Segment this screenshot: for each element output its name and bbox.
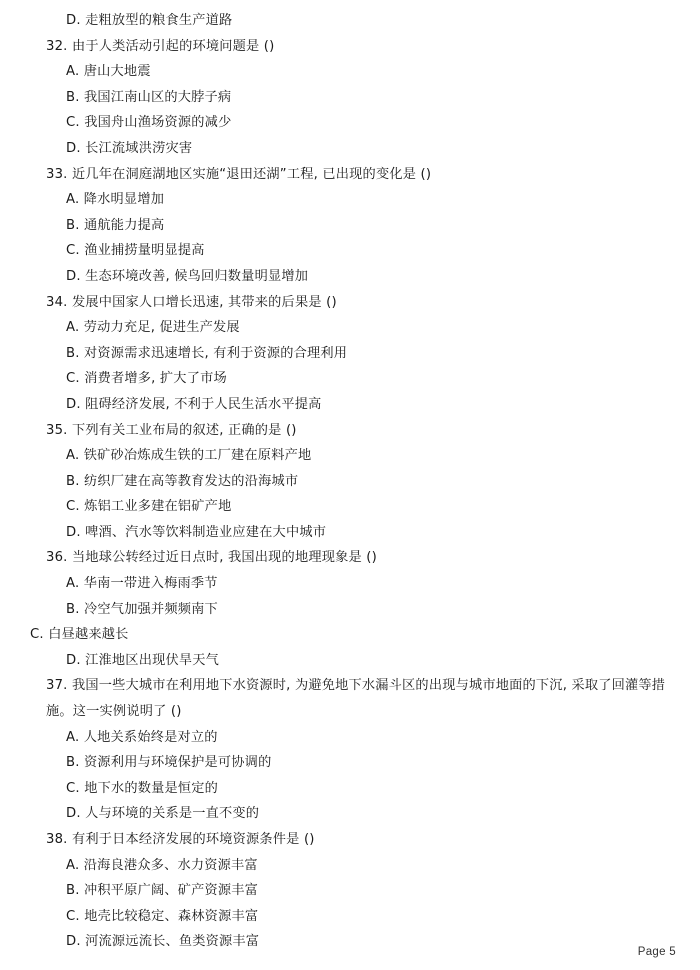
option-line: B. 冲积平原广阔、矿产资源丰富 bbox=[66, 883, 259, 899]
option-line: C. 白昼越来越长 bbox=[30, 627, 129, 643]
question-line: 32. 由于人类活动引起的环境问题是 () bbox=[46, 38, 275, 54]
option-line: D. 河流源远流长、鱼类资源丰富 bbox=[66, 934, 260, 950]
option-line: C. 地下水的数量是恒定的 bbox=[66, 780, 219, 796]
option-line: A. 华南一带进入梅雨季节 bbox=[66, 576, 218, 592]
option-line: D. 阻碍经济发展, 不利于人民生活水平提高 bbox=[66, 396, 322, 412]
option-line: A. 沿海良港众多、水力资源丰富 bbox=[66, 857, 258, 873]
option-line: A. 唐山大地震 bbox=[66, 64, 151, 80]
option-line: B. 对资源需求迅速增长, 有利于资源的合理利用 bbox=[66, 345, 348, 361]
question-continuation-line: 施。这一实例说明了 () bbox=[46, 704, 182, 720]
option-line: C. 炼铝工业多建在铝矿产地 bbox=[66, 499, 232, 515]
option-line: A. 劳动力充足, 促进生产发展 bbox=[66, 320, 240, 336]
option-line: B. 资源利用与环境保护是可协调的 bbox=[66, 755, 272, 771]
question-list bbox=[30, 8, 670, 955]
option-line: D. 长江流域洪涝灾害 bbox=[66, 140, 193, 156]
option-line: D. 人与环境的关系是一直不变的 bbox=[66, 806, 260, 822]
option-line: C. 我国舟山渔场资源的减少 bbox=[66, 115, 232, 131]
option-line: B. 纺织厂建在高等教育发达的沿海城市 bbox=[66, 473, 299, 489]
option-line: C. 地壳比较稳定、森林资源丰富 bbox=[66, 908, 259, 924]
option-line: A. 人地关系始终是对立的 bbox=[66, 729, 218, 745]
question-line: 33. 近几年在洞庭湖地区实施“退田还湖”工程, 已出现的变化是 () bbox=[46, 166, 432, 182]
page-number: Page 5 bbox=[637, 946, 676, 958]
option-line: B. 我国江南山区的大脖子病 bbox=[66, 89, 232, 105]
option-line: B. 冷空气加强并频频南下 bbox=[66, 601, 218, 617]
option-line: D. 走粗放型的粮食生产道路 bbox=[66, 13, 233, 28]
option-line: A. 降水明显增加 bbox=[66, 192, 165, 208]
option-line: C. 消费者增多, 扩大了市场 bbox=[66, 371, 227, 387]
option-line: D. 啤酒、汽水等饮料制造业应建在大中城市 bbox=[66, 524, 327, 540]
option-line: C. 渔业捕捞量明显提高 bbox=[66, 243, 205, 259]
question-line: 35. 下列有关工业布局的叙述, 正确的是 () bbox=[46, 422, 297, 438]
question-line: 38. 有利于日本经济发展的环境资源条件是 () bbox=[46, 832, 315, 847]
question-line: 34. 发展中国家人口增长迅速, 其带来的后果是 () bbox=[46, 294, 337, 310]
option-line: B. 通航能力提高 bbox=[66, 217, 165, 233]
option-line: A. 铁矿砂冶炼成生铁的工厂建在原料产地 bbox=[66, 448, 312, 464]
question-line: 36. 当地球公转经过近日点时, 我国出现的地理现象是 () bbox=[46, 550, 377, 566]
question-line: 37. 我国一些大城市在利用地下水资源时, 为避免地下水漏斗区的出现与城市地面的下沉, 采取了回灌等措 bbox=[46, 678, 666, 694]
option-line: D. 江淮地区出现伏旱天气 bbox=[66, 652, 220, 668]
option-line: D. 生态环境改善, 候鸟回归数量明显增加 bbox=[66, 268, 309, 284]
